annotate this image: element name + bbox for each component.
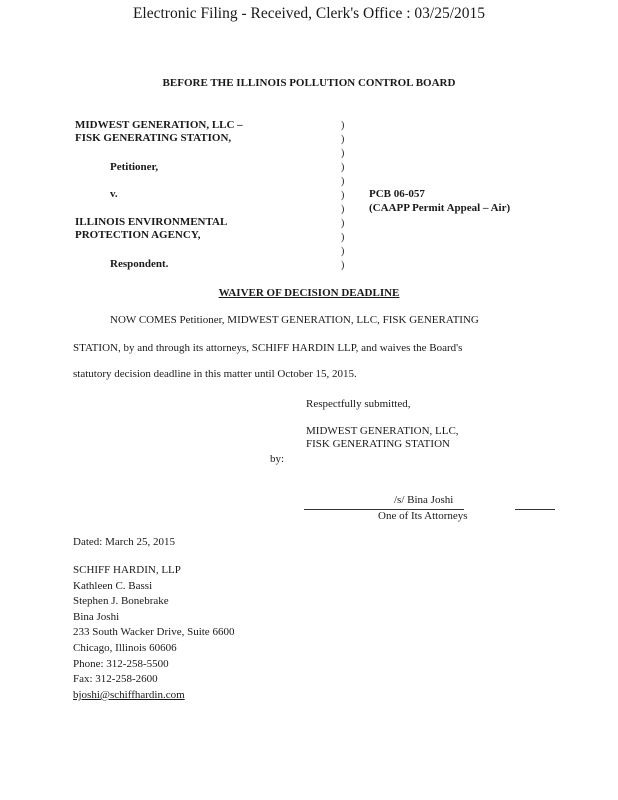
respondent-name-line2: PROTECTION AGENCY, bbox=[75, 229, 201, 241]
respondent-role: Respondent. bbox=[110, 258, 169, 270]
case-type: (CAAPP Permit Appeal – Air) bbox=[369, 202, 511, 214]
dated-line: Dated: March 25, 2015 bbox=[73, 536, 176, 548]
attorney-name: Stephen J. Bonebrake bbox=[73, 595, 169, 608]
versus-label: v. bbox=[110, 188, 118, 200]
body-line-2: STATION, by and through its attorneys, SCHIFF HARDIN LLP, and waives the Board's bbox=[73, 342, 463, 354]
petitioner-name-line2: FISK GENERATING STATION, bbox=[75, 132, 232, 144]
firm-name: SCHIFF HARDIN, LLP bbox=[73, 564, 181, 576]
signature-line-tail bbox=[515, 509, 555, 510]
attorney-name: Bina Joshi bbox=[73, 610, 120, 623]
signing-party-line2: FISK GENERATING STATION bbox=[306, 438, 450, 450]
firm-address-block bbox=[73, 563, 234, 703]
document-title: WAIVER OF DECISION DEADLINE bbox=[218, 287, 400, 299]
petitioner-name-line1: MIDWEST GENERATION, LLC – bbox=[75, 119, 243, 131]
email-link[interactable]: bjoshi@schiffhardin.com bbox=[73, 688, 185, 701]
phone-number: Phone: 312-258-5500 bbox=[73, 657, 169, 670]
street-address: 233 South Wacker Drive, Suite 6600 bbox=[73, 626, 235, 639]
body-line-3: statutory decision deadline in this matter until October 15, 2015. bbox=[73, 368, 357, 380]
electronic-signature: /s/ Bina Joshi bbox=[394, 494, 454, 506]
fax-number: Fax: 312-258-2600 bbox=[73, 673, 158, 686]
closing-phrase: Respectfully submitted, bbox=[306, 398, 411, 410]
case-number: PCB 06-057 bbox=[369, 188, 425, 200]
attorney-role: One of Its Attorneys bbox=[378, 510, 468, 522]
board-title: BEFORE THE ILLINOIS POLLUTION CONTROL BOARD bbox=[162, 77, 456, 89]
attorney-name: Kathleen C. Bassi bbox=[73, 579, 153, 592]
filing-stamp-header: Electronic Filing - Received, Clerk's Office : 03/25/2015 bbox=[132, 5, 486, 22]
body-line-1: NOW COMES Petitioner, MIDWEST GENERATION, LLC, FISK GENERATING bbox=[110, 314, 479, 326]
city-state-zip: Chicago, Illinois 60606 bbox=[73, 641, 177, 654]
by-label: by: bbox=[270, 453, 285, 465]
signing-party-line1: MIDWEST GENERATION, LLC, bbox=[306, 425, 459, 437]
respondent-name-line1: ILLINOIS ENVIRONMENTAL bbox=[75, 216, 228, 228]
caption-parentheses: ) ) ) ) ) ) ) ) ) ) ) bbox=[341, 120, 345, 271]
petitioner-role: Petitioner, bbox=[110, 161, 159, 173]
